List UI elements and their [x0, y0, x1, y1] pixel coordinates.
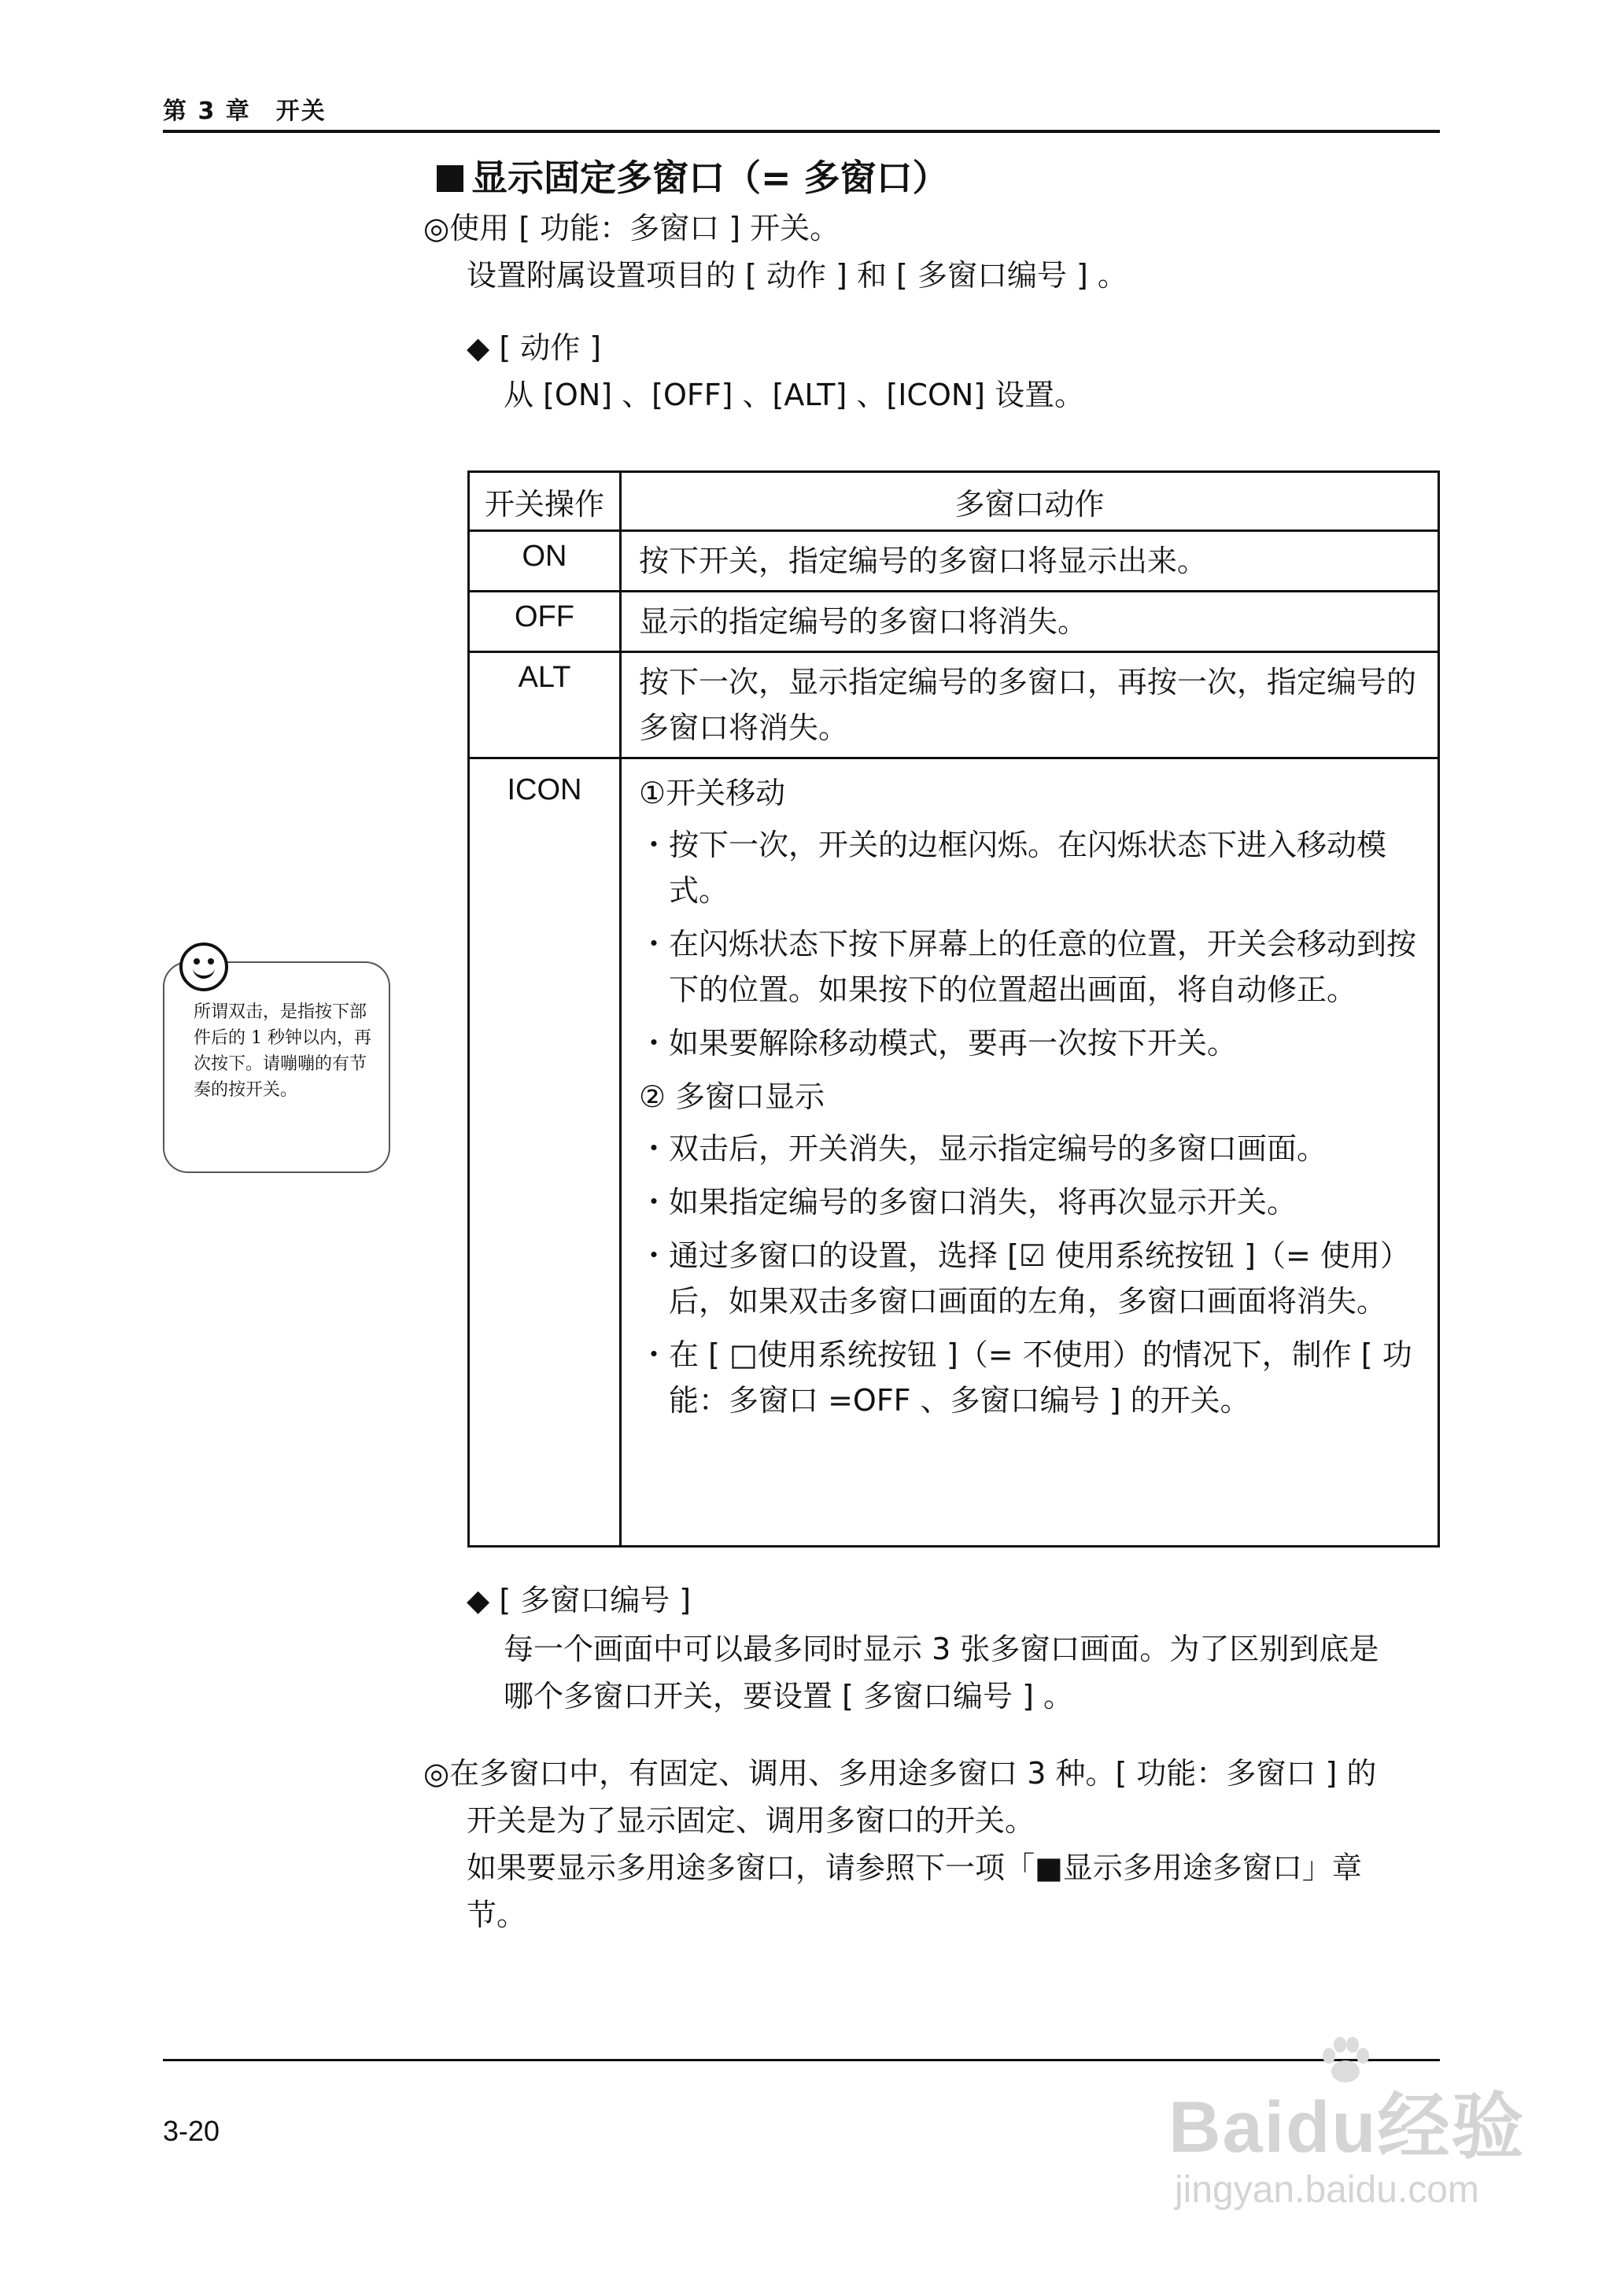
table-header-operation: 开关操作	[469, 472, 621, 531]
table-cell-op: ON	[469, 531, 621, 592]
diamond-marker-icon: ◆	[467, 1583, 490, 1618]
multiwindow-note-line-4: 节。	[467, 1898, 527, 1932]
window-number-heading-text: [ 多窗口编号 ]	[499, 1583, 692, 1618]
intro-line-1	[423, 205, 840, 252]
list-item-text: 在闪烁状态下按下屏幕上的任意的位置，开关会移动到按下的位置。如果按下的位置超出画面，将自动修正。	[669, 927, 1417, 1007]
bullet-dot-icon: ・	[639, 1337, 670, 1372]
multiwindow-note-line-1-text: 在多窗口中，有固定、调用、多用途多窗口 3 种。[ 功能：多窗口 ] 的	[449, 1756, 1377, 1791]
header-rule	[163, 130, 1440, 133]
list-item	[639, 1179, 1427, 1225]
bullet-dot-icon: ・	[639, 828, 670, 862]
list-item-text: 双击后，开关消失，显示指定编号的多窗口画面。	[669, 1131, 1327, 1166]
bullet-dot-icon: ・	[639, 1026, 670, 1061]
intro-line-2: 设置附属设置项目的 [ 动作 ] 和 [ 多窗口编号 ] 。	[467, 258, 1128, 293]
list-item	[639, 822, 1427, 913]
bullet-dot-icon: ・	[639, 1238, 670, 1273]
table-row	[469, 531, 1439, 592]
double-circle-marker-icon: ◎	[423, 1756, 450, 1791]
table-row	[469, 592, 1439, 652]
action-heading-text: [ 动作 ]	[499, 330, 602, 365]
list-item-text: 如果指定编号的多窗口消失，将再次显示开关。	[669, 1185, 1297, 1219]
table-row	[469, 758, 1439, 1547]
section-title-text: 显示固定多窗口（= 多窗口）	[471, 157, 949, 199]
multiwindow-note-line-1	[423, 1750, 1376, 1797]
table-cell-desc: 显示的指定编号的多窗口将消失。	[621, 592, 1439, 652]
table-cell-desc: 按下一次，显示指定编号的多窗口，再按一次，指定编号的多窗口将消失。	[621, 652, 1439, 758]
table-cell-op: OFF	[469, 592, 621, 652]
list-item-text: 在 [ □使用系统按钮 ]（= 不使用）的情况下，制作 [ 功能：多窗口 =OFF 、多窗口编号 ] 的开关。	[669, 1337, 1412, 1418]
list-item-text: 按下一次，开关的边框闪烁。在闪烁状态下进入移动模式。	[669, 828, 1387, 908]
list-item-text: 如果要解除移动模式，要再一次按下开关。	[669, 1026, 1238, 1061]
table-cell-desc: 按下开关，指定编号的多窗口将显示出来。	[621, 531, 1439, 592]
action-heading	[467, 324, 601, 371]
window-number-heading	[467, 1577, 691, 1624]
icon-sub-heading-move: ①开关移动	[639, 776, 786, 810]
section-title	[437, 149, 949, 201]
smiley-face-icon	[179, 943, 228, 991]
table-row	[469, 652, 1439, 758]
multiwindow-note-line-3: 如果要显示多用途多窗口，请参照下一项「■显示多用途多窗口」章	[467, 1850, 1362, 1885]
multiwindow-note-line-2: 开关是为了显示固定、调用多窗口的开关。	[467, 1803, 1035, 1838]
list-item	[639, 1233, 1427, 1324]
list-item	[639, 1020, 1427, 1066]
table-cell-op: ALT	[469, 652, 621, 758]
table-header-action: 多窗口动作	[621, 472, 1439, 531]
intro-line-1-text: 使用 [ 功能：多窗口 ] 开关。	[449, 211, 840, 245]
baidu-watermark	[1168, 2069, 1526, 2212]
bullet-dot-icon: ・	[639, 927, 670, 961]
window-number-line-1: 每一个画面中可以最多同时显示 3 张多窗口画面。为了区别到底是	[504, 1632, 1379, 1666]
watermark-brand: Baidu经验	[1168, 2087, 1526, 2167]
window-number-line-2: 哪个多窗口开关，要设置 [ 多窗口编号 ] 。	[504, 1679, 1073, 1714]
square-bullet-icon	[437, 165, 463, 192]
bullet-dot-icon: ・	[639, 1131, 670, 1166]
table-cell-desc	[621, 758, 1439, 1547]
side-note-text: 所谓双击，是指按下部件后的 1 秒钟以内，再次按下。请嘣嘣的有节奏的按开关。	[194, 1002, 371, 1100]
diamond-marker-icon: ◆	[467, 330, 490, 365]
double-circle-marker-icon: ◎	[423, 211, 450, 245]
list-item	[639, 1126, 1427, 1171]
bullet-dot-icon: ・	[639, 1185, 670, 1219]
action-description: 从 [ON] 、[OFF] 、[ALT] 、[ICON] 设置。	[504, 378, 1085, 412]
footer-rule	[163, 2059, 1440, 2061]
list-item-text: 通过多窗口的设置，选择 [☑ 使用系统按钮 ]（= 使用）后，如果双击多窗口画面的左角，多窗口画面将消失。	[669, 1238, 1410, 1319]
table-header-row	[469, 472, 1439, 531]
list-item	[639, 921, 1427, 1013]
list-item	[639, 1332, 1427, 1423]
watermark-url: jingyan.baidu.com	[1175, 2169, 1479, 2211]
icon-sub-heading-display: ② 多窗口显示	[639, 1079, 825, 1114]
page-number: 3-20	[163, 2115, 220, 2147]
switch-action-table	[467, 470, 1440, 1548]
chapter-header: 第 3 章 开关	[163, 98, 327, 125]
table-cell-op: ICON	[469, 758, 621, 1547]
